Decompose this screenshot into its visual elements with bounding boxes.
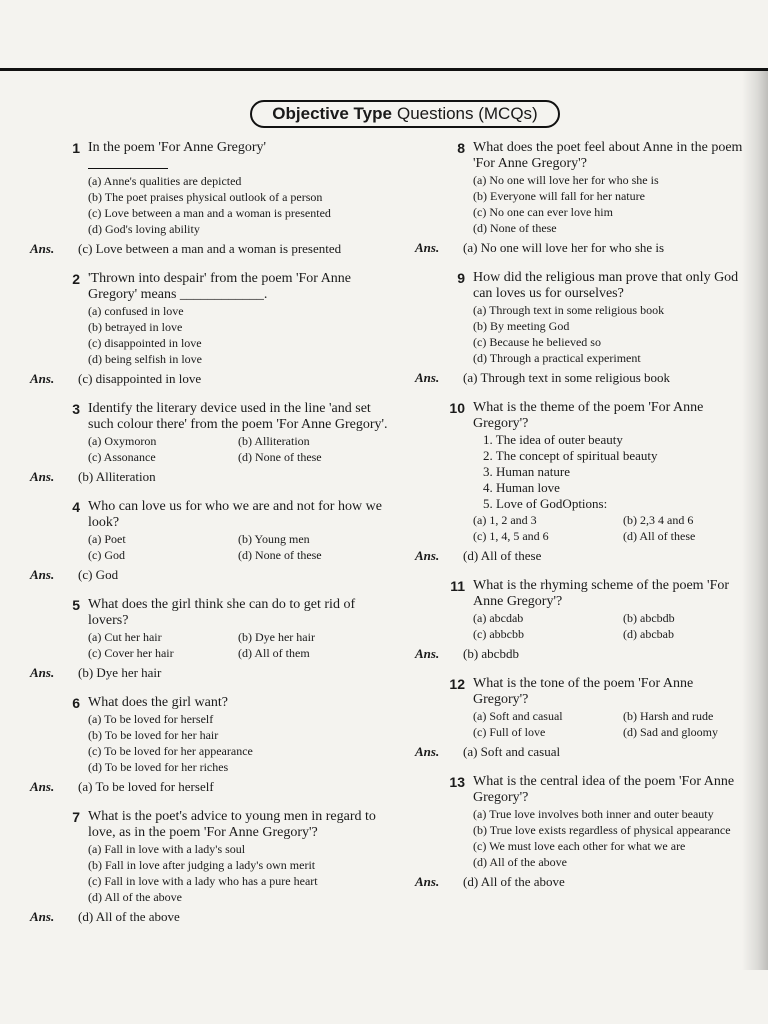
option: (d) All of the above [473,855,567,869]
answer-text: (b) abcbdb [463,646,519,661]
question [30,271,395,303]
option: (a) Cut her hair [88,630,162,644]
option: (c) We must love each other for what we are [473,839,686,853]
question-text: Who can love us for who we are and not for how we look? [88,499,382,530]
option: (a) Poet [88,532,126,546]
answer-row [415,744,750,760]
answer-label: Ans. [30,567,55,582]
answer-text: (b) Alliteration [78,469,156,484]
question-number: 1 [72,140,80,156]
question-block [415,400,750,564]
option: (a) To be loved for herself [88,712,214,726]
question [30,809,395,841]
question-text: What does the poet feel about Anne in the poem 'For Anne Gregory'? [473,140,743,171]
answer-row [30,567,395,583]
option: (c) Full of love [473,725,546,739]
option: (a) No one will love her for who she is [473,173,659,187]
question-number: 11 [450,578,465,594]
option: (c) 1, 4, 5 and 6 [473,529,549,543]
answer-row [415,548,750,564]
answer-text: (a) To be loved for herself [78,779,214,794]
options-list [88,173,395,237]
question-block [30,695,395,795]
left-column [30,140,395,925]
option: (b) The poet praises physical outlook of a person [88,190,323,204]
option: (b) True love exists regardless of physical appearance [473,823,731,837]
question [30,499,395,531]
question [415,270,750,302]
question-block [30,401,395,485]
answer-text: (a) No one will love her for who she is [463,240,665,255]
question-number: 4 [72,499,80,515]
question-number: 7 [72,809,80,825]
options-list [473,302,750,366]
option: (d) None of these [238,450,322,464]
question-block [415,774,750,890]
blank-line [88,156,168,169]
answer-label: Ans. [30,909,55,924]
question [30,597,395,629]
answer-text: (b) Dye her hair [78,665,162,680]
answer-row [30,779,395,795]
question-block [30,809,395,925]
answer-text: (a) Soft and casual [463,744,561,759]
options-list [473,172,750,236]
answer-row [415,370,750,386]
question [415,400,750,432]
options-list [473,806,750,870]
answer-label: Ans. [415,240,440,255]
option: (b) To be loved for her hair [88,728,219,742]
page-title [250,100,560,128]
answer-row [415,240,750,256]
question-gap [30,681,395,695]
option: (a) True love involves both inner and outer beauty [473,807,714,821]
question-block [30,271,395,387]
option: (c) To be loved for her appearance [88,744,253,758]
options-list [88,629,395,661]
answer-row [30,469,395,485]
answer-label: Ans. [415,646,440,661]
option: (b) Fall in love after judging a lady's own merit [88,858,316,872]
title-rest: Questions (MCQs) [396,104,538,123]
question [415,140,750,172]
answer-text: (d) All of the above [78,909,180,924]
answer-label: Ans. [415,874,440,889]
options-list [88,841,395,905]
option: (d) None of these [473,221,557,235]
theme-item: 1. The idea of outer beauty [483,432,623,447]
answer-blank [88,156,395,173]
answer-label: Ans. [30,371,55,386]
question-block [30,499,395,583]
option: (d) Through a practical experiment [473,351,641,365]
option: (c) disappointed in love [88,336,202,350]
answer-text: (d) All of these [463,548,542,563]
answer-label: Ans. [30,469,55,484]
option: (d) Sad and gloomy [623,725,718,739]
question-text: What is the rhyming scheme of the poem 'For Anne Gregory'? [473,578,730,609]
options-list [473,610,750,642]
option: (c) Assonance [88,450,156,464]
answer-text: (c) disappointed in love [78,371,202,386]
option: (c) abbcbb [473,627,524,641]
question-text: What does the girl want? [88,695,228,710]
option: (c) God [88,548,125,562]
question-gap [415,564,750,578]
answer-label: Ans. [415,370,440,385]
option: (c) Cover her hair [88,646,174,660]
question-block [415,676,750,760]
option: (b) Alliteration [238,434,310,448]
options-list [88,531,395,563]
question-gap [30,795,395,809]
question [30,140,395,156]
theme-item: 2. The concept of spiritual beauty [483,448,658,463]
question-gap [415,386,750,400]
question-block [415,270,750,386]
question-block [30,597,395,681]
answer-text: (d) All of the above [463,874,565,889]
question-number: 5 [72,597,80,613]
question-gap [30,257,395,271]
question-number: 8 [457,140,465,156]
option: (d) abcbab [623,627,674,641]
options-list [473,512,750,544]
options-list [88,711,395,775]
option: (a) abcdab [473,611,524,625]
option: (d) None of these [238,548,322,562]
question-gap [30,485,395,499]
question-block [30,140,395,257]
option: (b) Dye her hair [238,630,315,644]
option: (c) Love between a man and a woman is presented [88,206,331,220]
answer-row [415,646,750,662]
option: (d) All of the above [88,890,182,904]
option: (b) Harsh and rude [623,709,714,723]
option: (a) Through text in some religious book [473,303,665,317]
question [415,578,750,610]
option: (a) 1, 2 and 3 [473,513,537,527]
question-number: 9 [457,270,465,286]
option: (b) 2,3 4 and 6 [623,513,694,527]
option: (d) All of these [623,529,696,543]
question-gap [415,256,750,270]
question-block [415,578,750,662]
answer-text: (c) God [78,567,119,582]
question-text: In the poem 'For Anne Gregory' [88,140,267,155]
option: (d) God's loving ability [88,222,200,236]
question-gap [415,760,750,774]
question-text: What is the theme of the poem 'For Anne Gregory'? [473,400,704,431]
answer-row [30,241,395,257]
option: (b) By meeting God [473,319,570,333]
answer-row [30,909,395,925]
option: (c) No one can ever love him [473,205,613,219]
question-text: What is the tone of the poem 'For Anne Gregory'? [473,676,694,707]
option: (b) abcbdb [623,611,675,625]
question [415,774,750,806]
answer-label: Ans. [30,779,55,794]
question-gap [415,662,750,676]
option: (a) confused in love [88,304,184,318]
option: (a) Anne's qualities are depicted [88,174,242,188]
answer-label: Ans. [30,241,55,256]
answer-row [415,874,750,890]
option: (b) betrayed in love [88,320,183,334]
options-list [473,708,750,740]
question-block [415,140,750,256]
question [30,695,395,711]
question-number: 12 [449,676,465,692]
options-list [88,303,395,367]
title-bold: Objective Type [272,104,392,123]
question-text: What does the girl think she can do to get rid of lovers? [88,597,356,628]
question-number: 2 [72,271,80,287]
option: (d) being selfish in love [88,352,202,366]
answer-label: Ans. [415,548,440,563]
top-rule [0,68,768,71]
question-text: What is the poet's advice to young men in regard to love, as in the poem 'For Anne Gregory'? [88,809,376,840]
question [30,401,395,433]
theme-item: 3. Human nature [483,464,571,479]
question-text: How did the religious man prove that only God can loves us for ourselves? [473,270,739,301]
question-number: 6 [72,695,80,711]
answer-label: Ans. [30,665,55,680]
option: (d) All of them [238,646,310,660]
answer-text: (c) Love between a man and a woman is presented [78,241,342,256]
question-gap [30,583,395,597]
answer-label: Ans. [415,744,440,759]
question-text: 'Thrown into despair' from the poem 'For Anne Gregory' means ____________. [88,271,352,302]
question-gap [30,387,395,401]
answer-row [30,665,395,681]
question-number: 10 [449,400,465,416]
theme-item: 4. Human love [483,480,560,495]
theme-item: 5. Love of GodOptions: [483,496,608,511]
question [415,676,750,708]
question-text: Identify the literary device used in the line 'and set such colour there' from the poem 'For Anne Gregory'. [88,401,388,432]
option: (b) Young men [238,532,310,546]
answer-text: (a) Through text in some religious book [463,370,671,385]
question-text: What is the central idea of the poem 'For Anne Gregory'? [473,774,735,805]
option: (a) Soft and casual [473,709,563,723]
option: (c) Because he believed so [473,335,601,349]
options-list [88,433,395,465]
option: (a) Fall in love with a lady's soul [88,842,246,856]
answer-row [30,371,395,387]
right-column [415,140,750,890]
option: (b) Everyone will fall for her nature [473,189,645,203]
option: (a) Oxymoron [88,434,157,448]
option: (c) Fall in love with a lady who has a pure heart [88,874,318,888]
question-number: 13 [449,774,465,790]
question-number: 3 [72,401,80,417]
option: (d) To be loved for her riches [88,760,229,774]
